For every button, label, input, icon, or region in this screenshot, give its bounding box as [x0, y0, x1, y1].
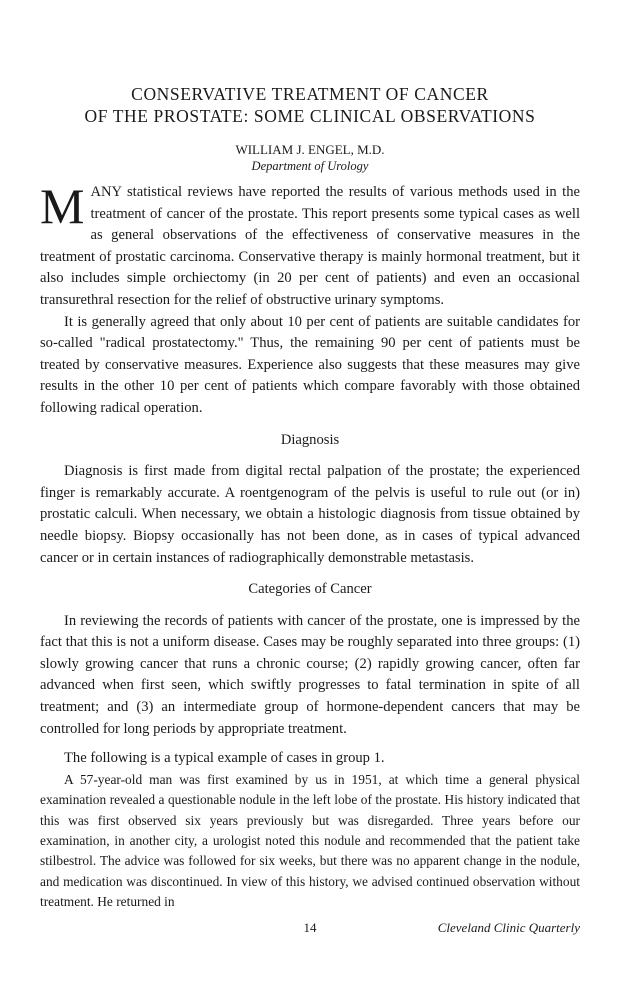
- intro-paragraph-1: [40, 178, 580, 312]
- drop-cap: M: [40, 178, 85, 234]
- author-name: WILLIAM J. ENGEL, M.D.: [235, 142, 385, 157]
- page-number: 14: [303, 920, 317, 935]
- diagnosis-paragraph: Diagnosis is first made from digital rectal palpation of the prostate; the experienced finger is remarkably accurate. A roentgenogram of the pelvis is useful to rule out (or in) prostatic calculi. When necessary, we obtain a histologic diagnosis from tissue obtained by needle biopsy. Biopsy occasionally has not been done, as in cases of typical advanced cancer or in certain instances of radiographically demonstrable metastasis.: [40, 463, 580, 566]
- section-heading-diagnosis: Diagnosis: [280, 431, 340, 448]
- section-heading-categories: Categories of Cancer: [248, 581, 372, 598]
- article-title-line-2: OF THE PROSTATE: SOME CLINICAL OBSERVATIONS: [84, 106, 536, 126]
- intro-paragraph-1-text: ANY statistical reviews have reported the results of various methods used in the treatment of cancer of the prostate. This report presents some typical cases as well as general observations of the effectiveness of conservative measures in the treatment of prostatic carcinoma. Conservative therapy is mainly hormonal treatment, but it also includes simple orchiectomy (in 20 per cent of patients) and even an occasional transurethral resection for the relief of obstructive urinary symptoms.: [40, 184, 580, 308]
- page-footer: [40, 920, 580, 940]
- intro-paragraph-2: It is generally agreed that only about 10 per cent of patients are suitable candidates for so-called "radical prostatectomy." Thus, the remaining 90 per cent of patients must be treated by conservative measures. Experience also suggests that these measures may give results in the other 10 per cent of patients which compare favorably with those obtained following radical operation.: [40, 313, 580, 416]
- case-report-paragraph: A 57-year-old man was first examined by us in 1951, at which time a general physical examination revealed a questionable nodule in the left lobe of the prostate. His history indicated that this was first observed six years previously but was disregarded. Three years before our examination, in another city, a urologist noted this nodule and recommended that the patient take stilbestrol. The advice was followed for six weeks, but there was no apparent change in the nodule, and medication was discontinued. In view of this history, we advised continued observation without treatment. He returned in: [40, 771, 580, 910]
- journal-name: Cleveland Clinic Quarterly: [437, 920, 580, 935]
- article-body: [40, 178, 580, 913]
- categories-paragraph-1: In reviewing the records of patients with cancer of the prostate, one is impressed by the fact that this is not a uniform disease. Cases may be roughly separated into three groups: (1) slowly growing cancer that runs a chronic course; (2) rapidly growing cancer, often far advanced when first seen, which swiftly progresses to fatal termination in spite of all treatment; and (3) an intermediate group of hormone-dependent cancers that may be controlled for long periods by appropriate treatment.: [40, 612, 580, 737]
- categories-paragraph-2: The following is a typical example of cases in group 1.: [64, 750, 385, 767]
- article-title-line-1: CONSERVATIVE TREATMENT OF CANCER: [131, 84, 489, 104]
- author-department: Department of Urology: [251, 159, 369, 173]
